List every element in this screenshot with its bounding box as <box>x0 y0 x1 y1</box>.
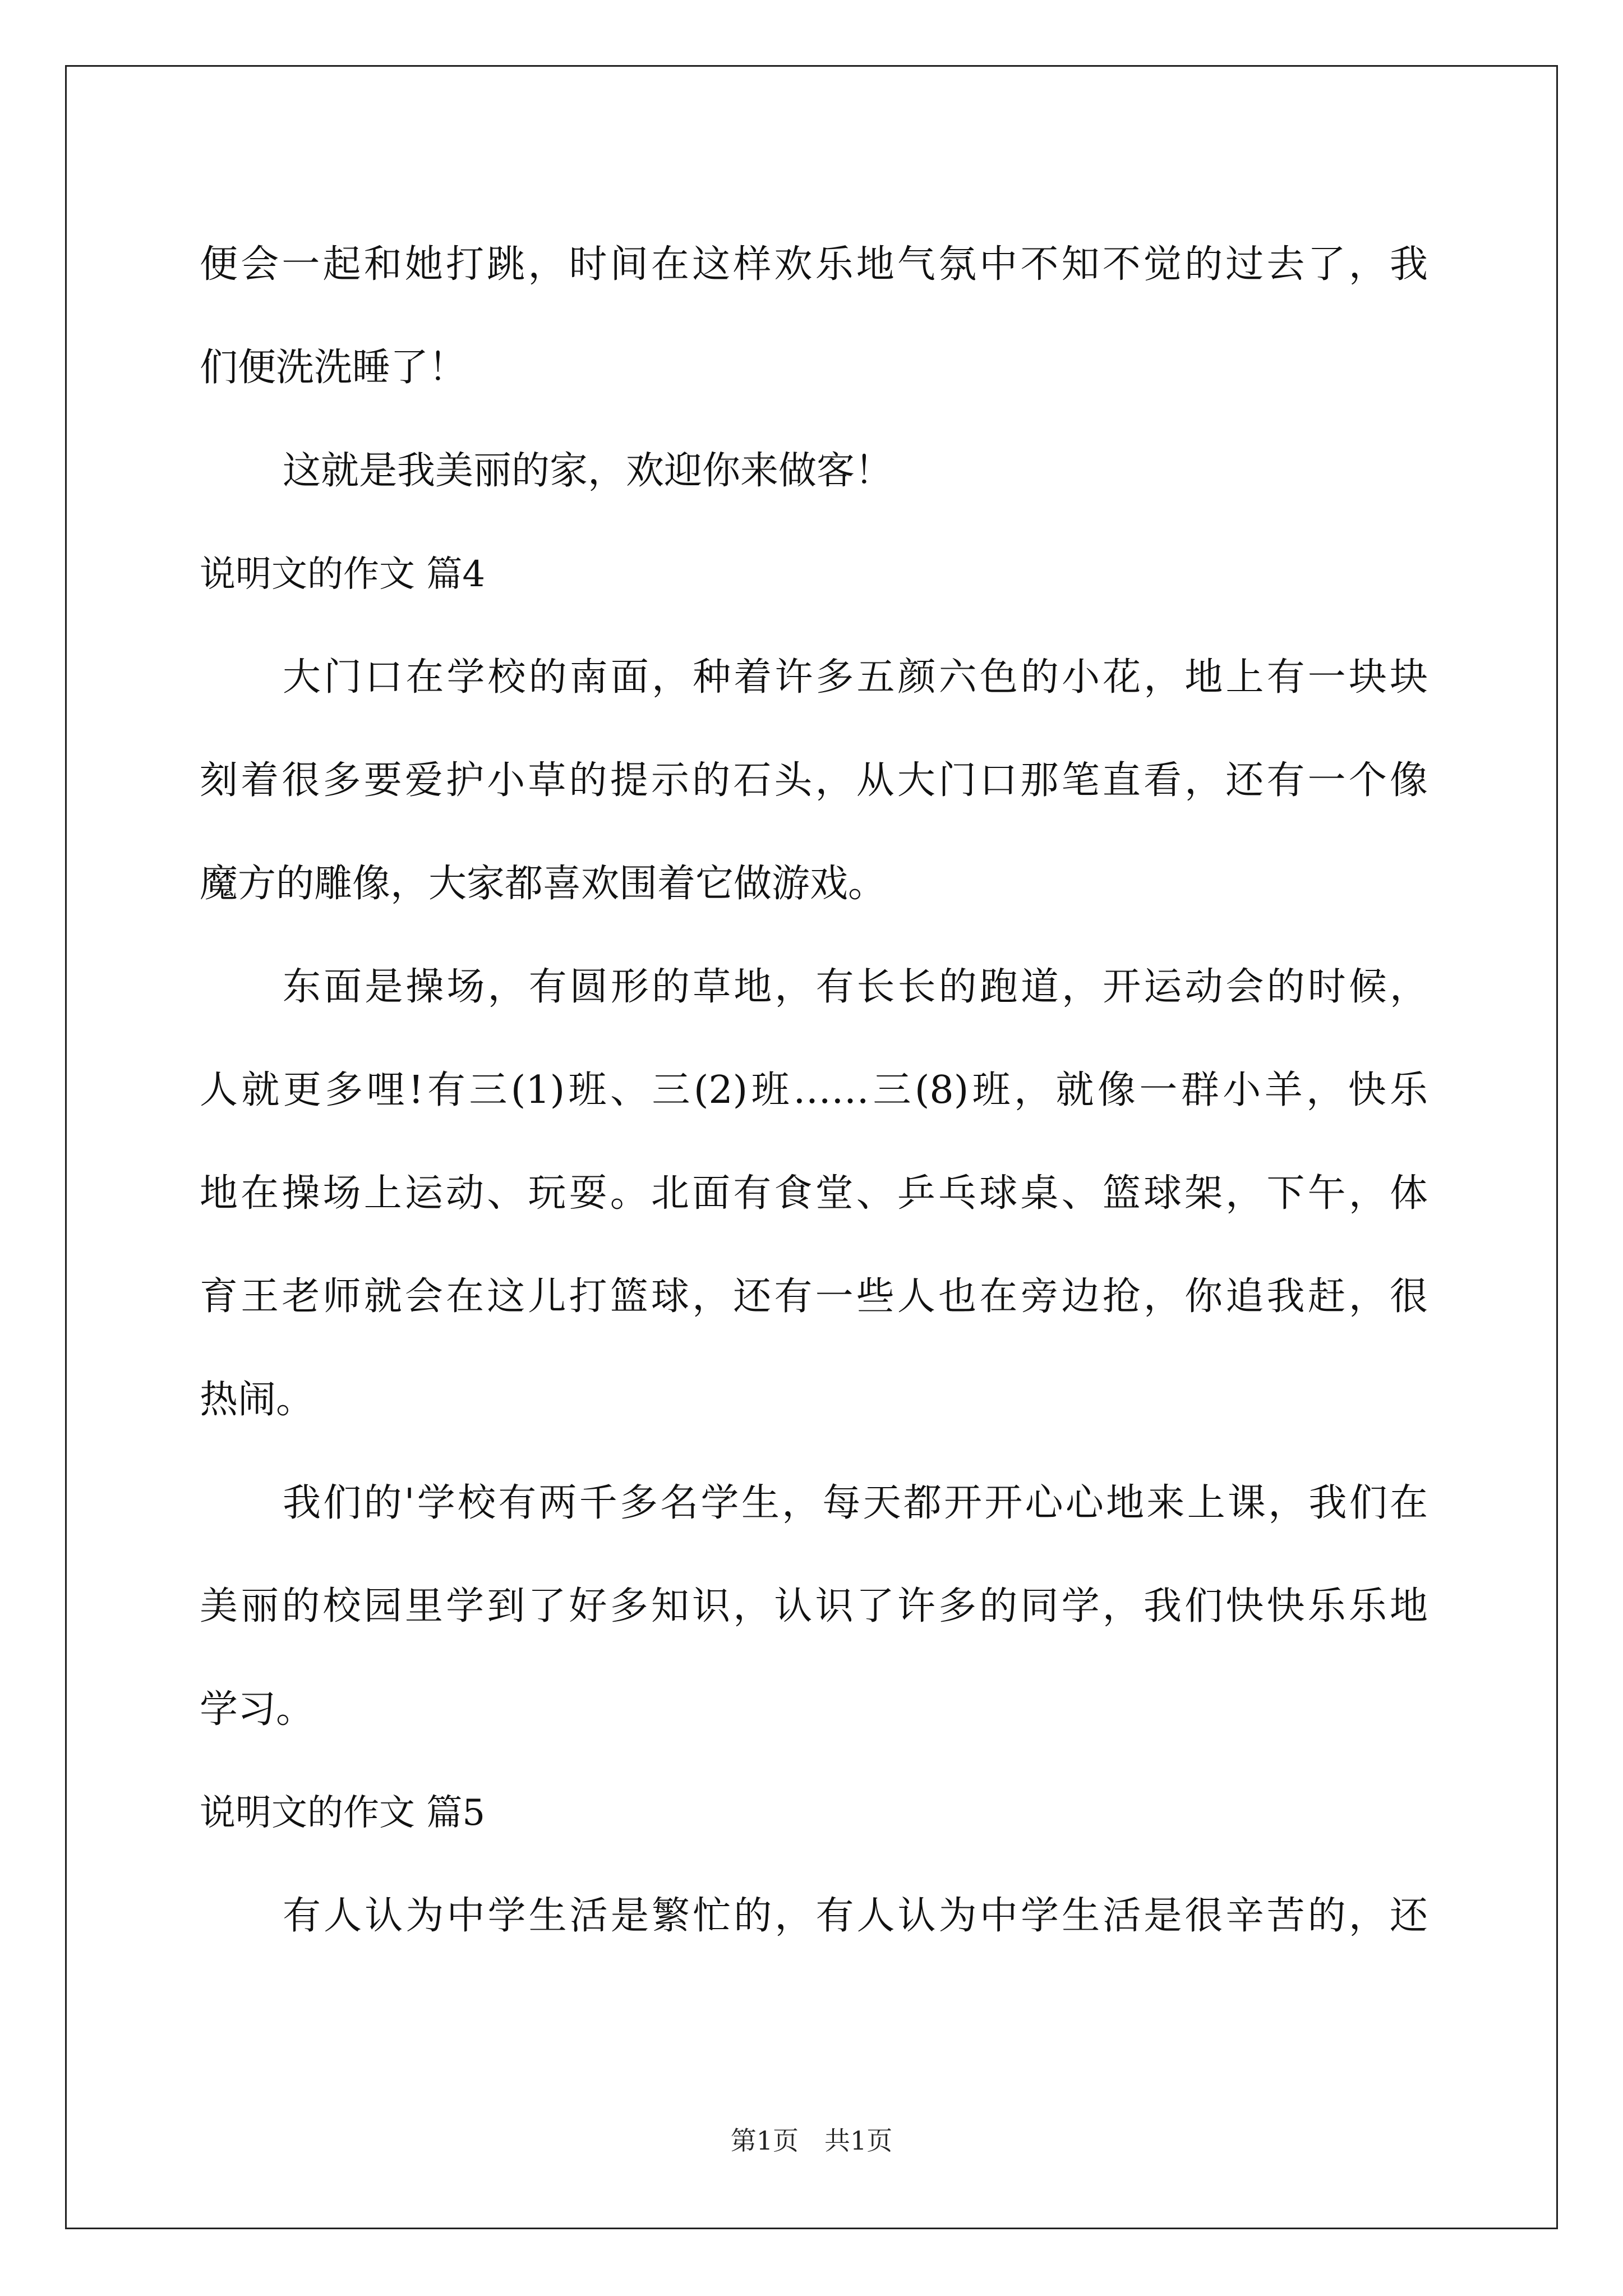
text-line: 学习。 <box>200 1687 315 1732</box>
text-line: 地在操场上运动、玩耍。北面有食堂、乒乓球桌、篮球架，下午，体 <box>200 1171 1428 1216</box>
text-line: 刻着很多要爱护小草的提示的石头，从大门口那笔直看，还有一个像 <box>200 758 1428 803</box>
text-line: 育王老师就会在这儿打篮球，还有一些人也在旁边抢，你追我赶，很 <box>200 1274 1428 1319</box>
text-line: 东面是操场，有圆形的草地，有长长的跑道，开运动会的时候， <box>283 965 1428 1009</box>
section-heading: 说明文的作文 篇5 <box>200 1792 486 1834</box>
page-footer: 第1页 共1页 <box>730 2125 893 2156</box>
document-body <box>200 213 1428 1968</box>
text-line: 人就更多哩!有三(1)班、三(2)班……三(8)班，就像一群小羊，快乐 <box>200 1068 1428 1112</box>
text-line: 美丽的校园里学到了好多知识，认识了许多的同学，我们快快乐乐地 <box>200 1584 1428 1628</box>
text-line: 有人认为中学生活是繁忙的，有人认为中学生活是很辛苦的，还 <box>283 1894 1428 1938</box>
text-line: 魔方的雕像，大家都喜欢围着它做游戏。 <box>200 862 887 906</box>
text-line: 们便洗洗睡了！ <box>200 346 467 390</box>
section-heading: 说明文的作文 篇4 <box>200 554 486 595</box>
text-line: 大门口在学校的南面，种着许多五颜六色的小花，地上有一块块 <box>283 655 1428 700</box>
text-line: 热闹。 <box>200 1378 315 1422</box>
text-line: 便会一起和她打跳，时间在这样欢乐地气氛中不知不觉的过去了，我 <box>200 242 1428 287</box>
text-line: 我们的'学校有两千多名学生，每天都开开心心地来上课，我们在 <box>283 1481 1428 1525</box>
text-line: 这就是我美丽的家，欢迎你来做客！ <box>283 449 893 493</box>
